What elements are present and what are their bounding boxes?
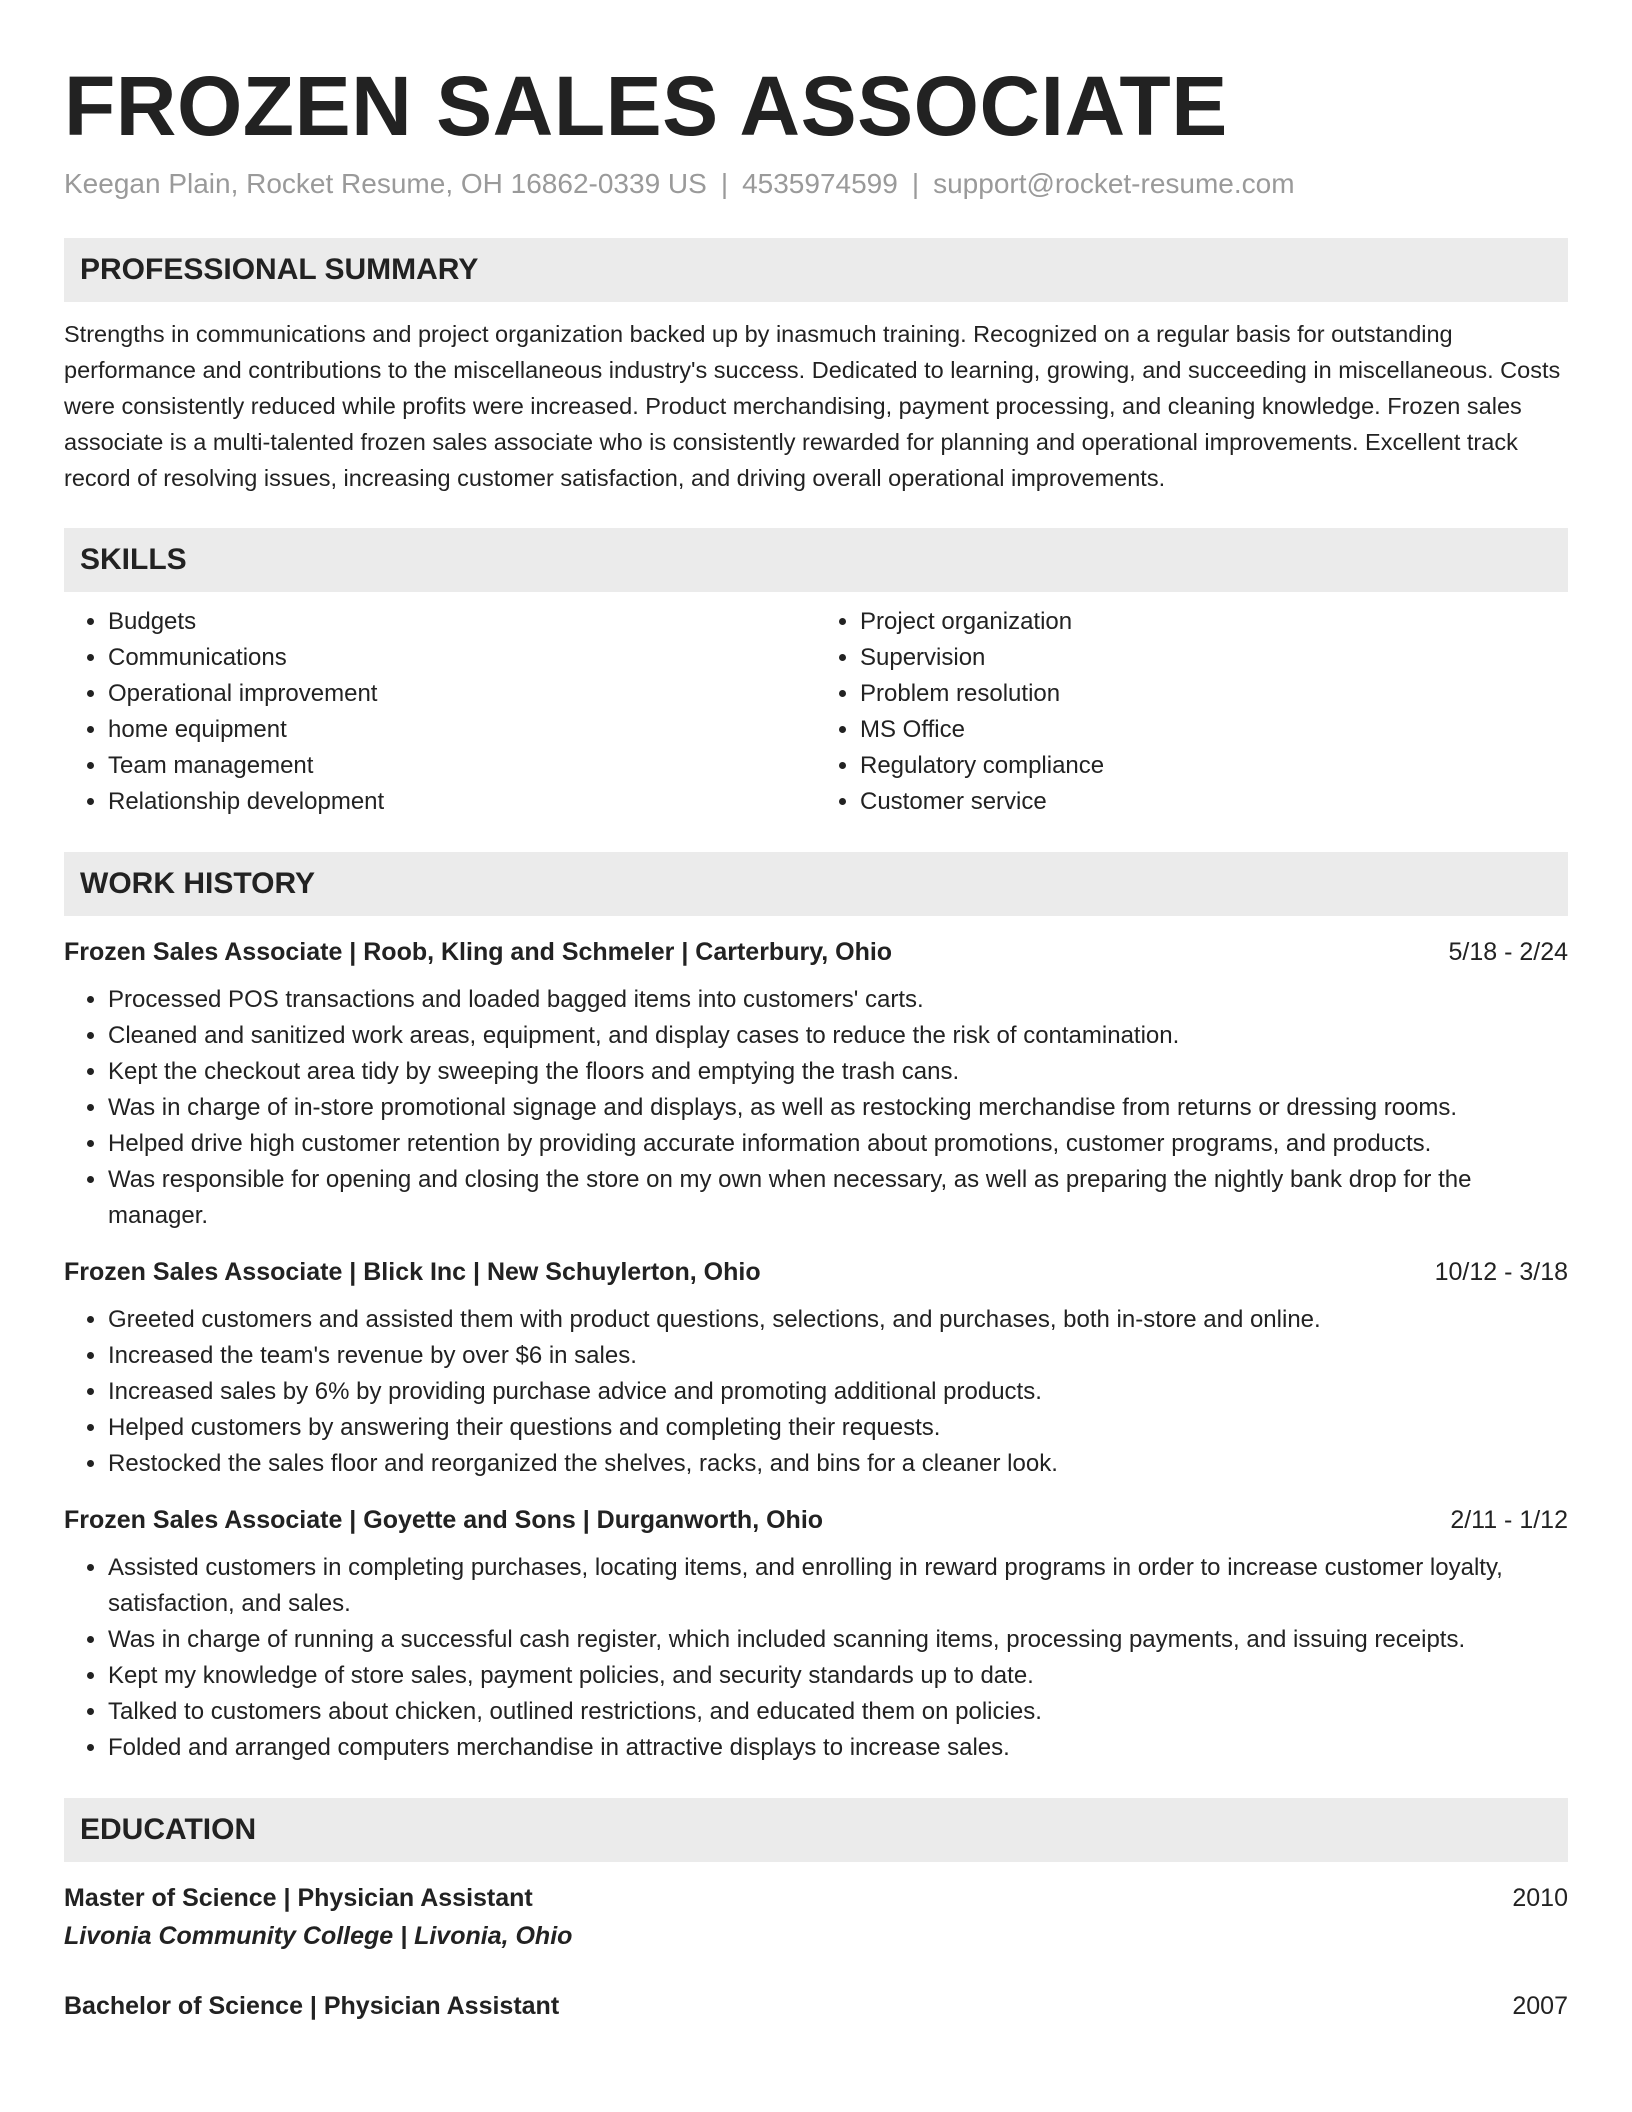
job-bullet: • Helped customers by answering their questions and completing their requests.	[108, 1410, 1568, 1446]
section-heading-work-history: WORK HISTORY	[64, 852, 1568, 916]
contact-separator: |	[720, 168, 729, 199]
summary-text: Strengths in communications and project organization backed up by inasmuch training. Recognized on a regular basis for outstanding performance and contributions to the miscellaneous industry's success. Dedicated to learning, growing, and succeeding in miscellaneous. Costs were consistently reduced while profits were increased. Product merchandising, payment processing, and cleaning knowledge. Frozen sales associate is a multi-talented frozen sales associate who is consistently rewarded for planning and operational improvements. Excellent track record of resolving issues, increasing customer satisfaction, and driving overall operational improvements.	[64, 321, 1561, 491]
skill-item: • Supervision	[860, 640, 1568, 676]
job-header	[64, 1254, 1568, 1290]
skills-list	[64, 604, 1568, 820]
section-heading-summary: PROFESSIONAL SUMMARY	[64, 238, 1568, 302]
job-header	[64, 934, 1568, 970]
contact-address: Keegan Plain, Rocket Resume, OH 16862-0339 US	[64, 168, 707, 199]
skill-item: • Relationship development	[108, 784, 816, 820]
skills-column-left	[64, 604, 816, 820]
education-year: 2010	[1512, 1884, 1568, 1912]
skill-item: • Project organization	[860, 604, 1568, 640]
education-header	[64, 1988, 1568, 2024]
job-entry	[64, 934, 1568, 1234]
job-title: Frozen Sales Associate | Roob, Kling and Schmeler | Carterbury, Ohio	[64, 938, 893, 966]
contact-separator: |	[911, 168, 920, 199]
skill-item: • home equipment	[108, 712, 816, 748]
job-bullets	[64, 982, 1568, 1234]
job-dates: 5/18 - 2/24	[1448, 938, 1568, 966]
skill-item: • Team management	[108, 748, 816, 784]
education-entry	[64, 1988, 1568, 2024]
job-header	[64, 1502, 1568, 1538]
skill-item: • Budgets	[108, 604, 816, 640]
skill-item: • Communications	[108, 640, 816, 676]
contact-email[interactable]: support@rocket-resume.com	[933, 168, 1295, 199]
job-bullet: • Helped drive high customer retention by providing accurate information about promotions, customer programs, and products.	[108, 1126, 1568, 1162]
education-year: 2007	[1512, 1992, 1568, 2020]
contact-phone: 4535974599	[742, 168, 898, 199]
job-bullet: • Folded and arranged computers merchandise in attractive displays to increase sales.	[108, 1730, 1568, 1766]
job-bullets	[64, 1302, 1568, 1482]
education-school: Livonia Community College | Livonia, Ohio	[64, 1922, 573, 1950]
job-bullets	[64, 1550, 1568, 1766]
contact-line	[64, 166, 1568, 202]
job-dates: 2/11 - 1/12	[1450, 1506, 1568, 1534]
skill-item: • Customer service	[860, 784, 1568, 820]
job-bullet: • Increased the team's revenue by over $6 in sales.	[108, 1338, 1568, 1374]
skill-item: • Problem resolution	[860, 676, 1568, 712]
skill-item: • Operational improvement	[108, 676, 816, 712]
job-bullet: • Was responsible for opening and closing the store on my own when necessary, as well as preparing the nightly bank drop for the manager.	[108, 1162, 1568, 1234]
education-header	[64, 1880, 1568, 1916]
job-bullet: • Was in charge of in-store promotional signage and displays, as well as restocking merchandise from returns or dressing rooms.	[108, 1090, 1568, 1126]
job-bullet: • Assisted customers in completing purchases, locating items, and enrolling in reward programs in order to increase customer loyalty, satisfaction, and sales.	[108, 1550, 1568, 1622]
education-degree: Bachelor of Science | Physician Assistant	[64, 1992, 560, 2020]
job-bullet: • Kept my knowledge of store sales, payment policies, and security standards up to date.	[108, 1658, 1568, 1694]
job-bullet: • Was in charge of running a successful cash register, which included scanning items, processing payments, and issuing receipts.	[108, 1622, 1568, 1658]
skill-item: • MS Office	[860, 712, 1568, 748]
section-heading-skills: SKILLS	[64, 528, 1568, 592]
job-title: Frozen Sales Associate | Blick Inc | New Schuylerton, Ohio	[64, 1258, 761, 1286]
section-heading-education: EDUCATION	[64, 1798, 1568, 1862]
skills-column-right	[816, 604, 1568, 820]
job-bullet: • Restocked the sales floor and reorganized the shelves, racks, and bins for a cleaner look.	[108, 1446, 1568, 1482]
job-title: Frozen Sales Associate | Goyette and Sons | Durganworth, Ohio	[64, 1506, 824, 1534]
job-bullet: • Processed POS transactions and loaded bagged items into customers' carts.	[108, 982, 1568, 1018]
job-bullet: • Greeted customers and assisted them with product questions, selections, and purchases, both in-store and online.	[108, 1302, 1568, 1338]
job-dates: 10/12 - 3/18	[1434, 1258, 1568, 1286]
resume-title: FROZEN SALES ASSOCIATE	[64, 59, 1228, 153]
job-bullet: • Increased sales by 6% by providing purchase advice and promoting additional products.	[108, 1374, 1568, 1410]
resume-page	[64, 0, 1568, 2024]
education-degree: Master of Science | Physician Assistant	[64, 1884, 533, 1912]
job-bullet: • Cleaned and sanitized work areas, equipment, and display cases to reduce the risk of contamination.	[108, 1018, 1568, 1054]
job-bullet: • Talked to customers about chicken, outlined restrictions, and educated them on policies.	[108, 1694, 1568, 1730]
job-bullet: • Kept the checkout area tidy by sweeping the floors and emptying the trash cans.	[108, 1054, 1568, 1090]
job-entry	[64, 1502, 1568, 1766]
job-entry	[64, 1254, 1568, 1482]
education-entry	[64, 1880, 1568, 1954]
skill-item: • Regulatory compliance	[860, 748, 1568, 784]
